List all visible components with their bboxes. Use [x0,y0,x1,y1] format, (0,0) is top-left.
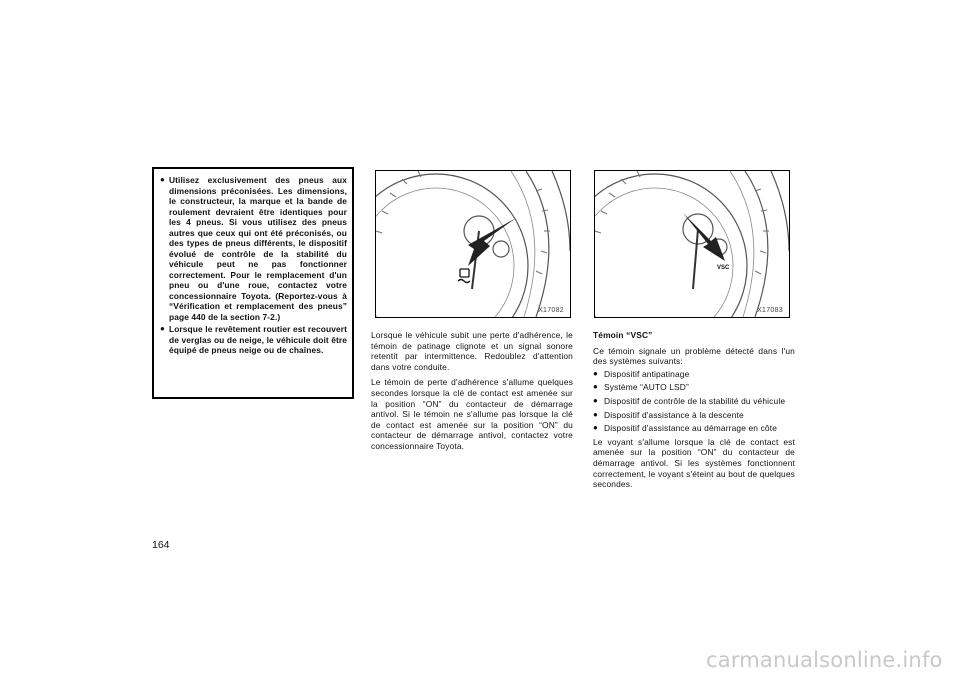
bullet-icon: ● [160,175,165,184]
bullet-icon: ● [593,423,598,433]
bullet-icon: ● [593,368,598,378]
watermark[interactable]: carmanualsonline.info [706,648,943,672]
right-column [593,330,795,495]
list-item [593,410,795,421]
list-item-text: Système “AUTO LSD” [604,382,689,393]
middle-column [371,330,573,457]
figure-code: X17083 [757,307,783,314]
bullet-icon: ● [593,409,598,419]
warning-text: Utilisez exclusivement des pneus aux dimensions préconisées. Les dimensions, le constructeur, la marque et la bande de roulement devraient être identiques pour les 4 pneus. Si vous utilisez des pneus autres que ceux qui ont été préconisés, ou des types de pneus différents, le dispositif évolué de contrôle de la stabilité du véhicule peut ne pas fonctionner correctement. Pour le remplacement d'un pneu ou d'une roue, contactez votre concessionnaire Toyota. (Reportez-vous à “Vérification et remplacement des pneus” page 440 de la section 7-2.) [169,175,347,322]
figure-vsc-indicator [594,170,790,318]
paragraph: Le témoin de perte d'adhérence s'allume quelques secondes lorsque la clé de contact est amenée sur la position “ON” du contacteur de démarrage antivol. Si le témoin ne s'allume pas lorsque la clé de contact est amenée sur la position “ON” du contacteur de démarrage antivol, contactez votre concessionnaire Toyota. [371,377,573,451]
paragraph: Ce témoin signale un problème détecté dans l'un des systèmes suivants: [593,345,795,367]
warning-text: Lorsque le revêtement routier est recouvert de verglas ou de neige, le véhicule doit être équipé de pneus neige ou de chaînes. [169,324,347,355]
list-item-text: Dispositif d'assistance au démarrage en côte [604,423,777,434]
slip-indicator-icon [458,269,470,283]
bullet-icon: ● [593,382,598,392]
bullet-icon: ● [593,395,598,405]
vsc-indicator-label: VSC [717,265,730,271]
paragraph: Lorsque le véhicule subit une perte d'adhérence, le témoin de patinage clignote et un signal sonore retentit par intermittence. Redoublez d'attention dans votre conduite. [371,330,573,372]
section-heading: Témoin “VSC” [593,330,653,340]
page-number: 164 [152,539,170,551]
list-item [593,382,795,393]
list-item [593,423,795,434]
figure-slip-indicator [375,170,571,318]
list-item-text: Dispositif antipatinage [604,368,690,379]
warning-item [160,324,347,356]
paragraph: Le voyant s'allume lorsque la clé de contact est amenée sur la position “ON” du contacteur de démarrage antivol. Si les systèmes fonctionnent correctement, le voyant s'éteint au bout de quelques secondes. [593,436,795,490]
list-item [593,369,795,380]
list-item [593,396,795,407]
list-item-text: Dispositif d'assistance à la descente [604,409,744,420]
warning-item [160,175,347,322]
warning-box [152,167,354,399]
figure-code: X17082 [538,307,564,314]
instrument-cluster-illustration [595,171,789,317]
list-item-text: Dispositif de contrôle de la stabilité du véhicule [604,395,786,406]
instrument-cluster-illustration [376,171,570,317]
bullet-icon: ● [160,324,165,333]
